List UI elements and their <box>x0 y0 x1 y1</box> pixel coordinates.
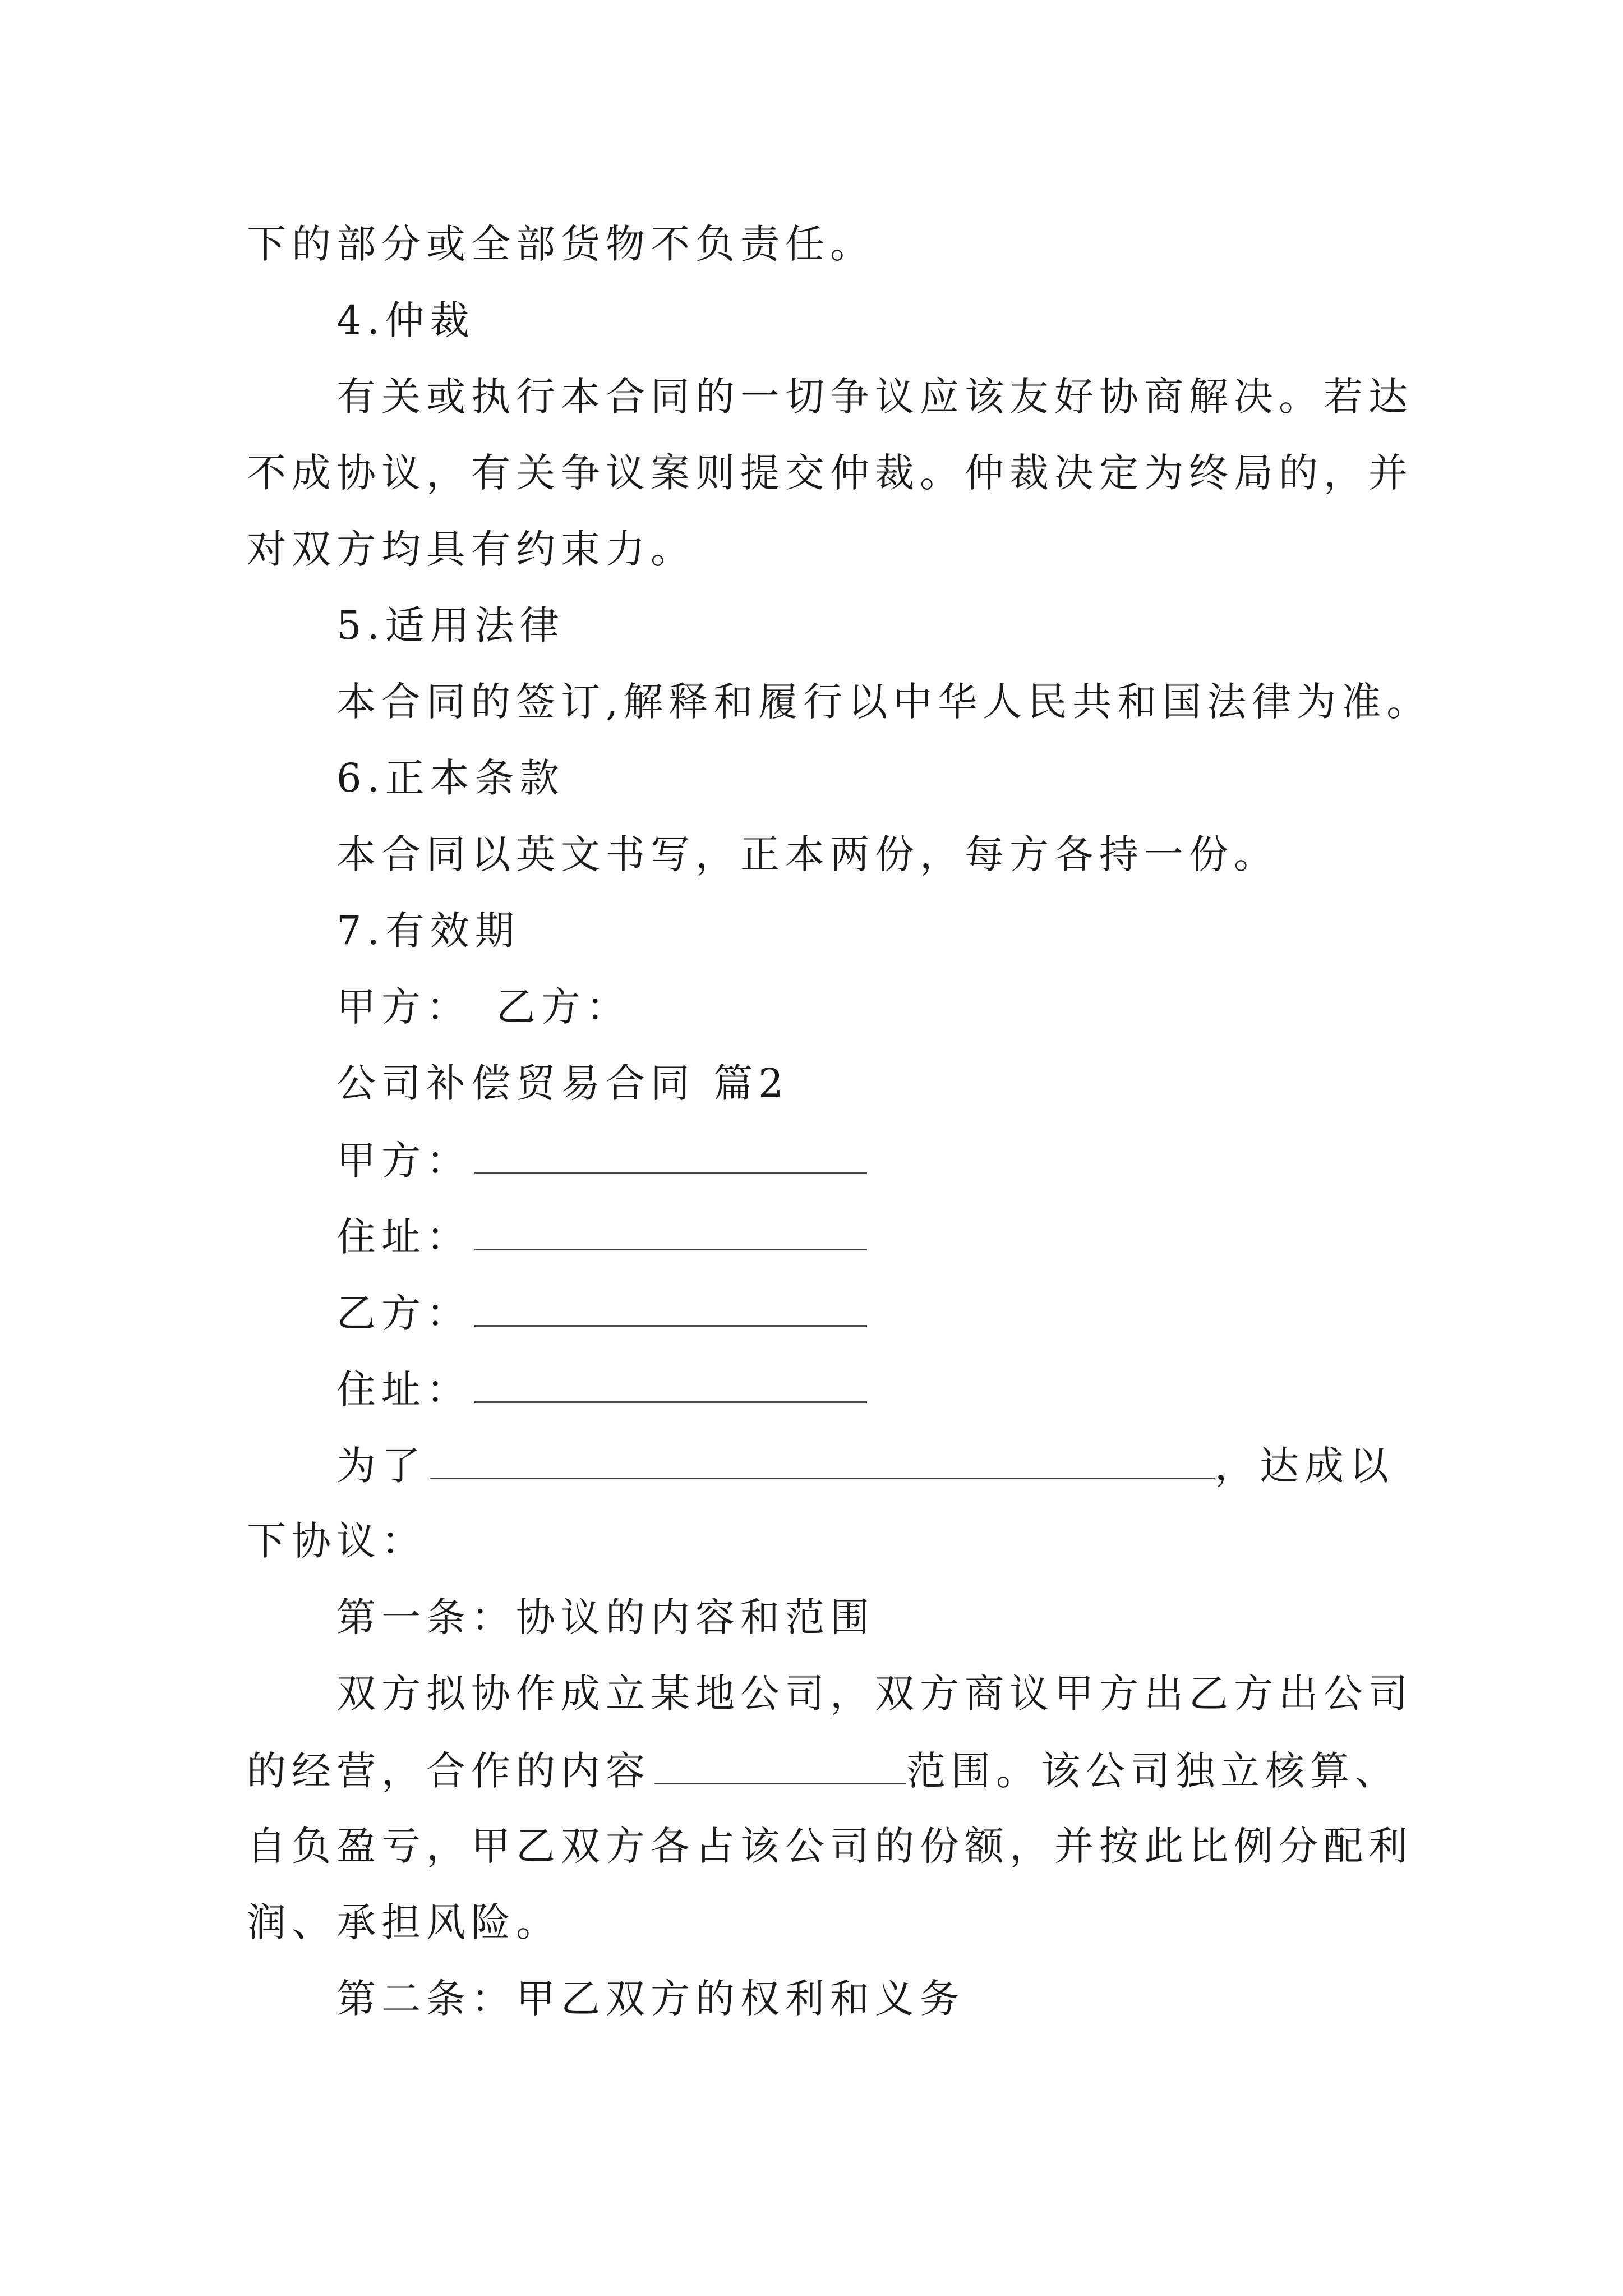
party-b-field <box>336 1290 867 1336</box>
cooperation-content-blank <box>654 1750 906 1784</box>
purpose-prefix: 为了 <box>336 1443 426 1489</box>
signature-parties-line: 甲方： 乙方： <box>336 984 631 1030</box>
address-a-field <box>336 1214 867 1260</box>
article-1-line-3: 自负盈亏，甲乙双方各占该公司的份额，并按此比例分配利 <box>247 1823 1413 1869</box>
article-1-title: 第一条：协议的内容和范围 <box>336 1594 875 1640</box>
purpose-suffix: ，达成以 <box>1215 1443 1394 1489</box>
address-b-label: 住址： <box>336 1366 471 1412</box>
section-heading-arbitration: 4.仲裁 <box>336 297 475 343</box>
address-a-blank <box>474 1216 867 1250</box>
address-b-blank <box>474 1369 867 1403</box>
article-1-line-4: 润、承担风险。 <box>247 1899 561 1945</box>
section-heading-validity: 7.有效期 <box>336 908 520 954</box>
purpose-continuation: 下协议： <box>247 1518 426 1564</box>
address-a-label: 住址： <box>336 1214 471 1260</box>
party-a-label: 甲方： <box>336 1138 471 1184</box>
address-b-field <box>336 1366 867 1412</box>
text-line-4: 不成协议，有关争议案则提交仲裁。仲裁决定为终局的，并 <box>247 450 1413 496</box>
text-line-1: 下的部分或全部货物不负责任。 <box>247 221 875 267</box>
party-a-blank <box>474 1140 867 1174</box>
contract-title-part-2: 公司补偿贸易合同 篇2 <box>336 1060 789 1106</box>
text-line-5: 对双方均具有约束力。 <box>247 526 695 572</box>
article-1-line-2-prefix: 的经营，合作的内容 <box>247 1748 651 1794</box>
article-1-line-2-suffix: 范围。该公司独立核算、 <box>906 1748 1400 1794</box>
section-heading-applicable-law: 5.适用法律 <box>336 602 565 648</box>
article-1-line-1: 双方拟协作成立某地公司，双方商议甲方出乙方出公司 <box>336 1671 1413 1717</box>
article-1-line-2 <box>247 1748 1400 1794</box>
party-b-blank <box>474 1292 867 1327</box>
purpose-line <box>336 1443 1394 1489</box>
section-heading-original-copies: 6.正本条款 <box>336 755 565 801</box>
text-line-3: 有关或执行本合同的一切争议应该友好协商解决。若达 <box>336 374 1413 420</box>
purpose-blank <box>430 1445 1215 1479</box>
party-b-label: 乙方： <box>336 1290 471 1336</box>
text-line-9: 本合同以英文书写，正本两份，每方各持一份。 <box>336 831 1279 877</box>
text-line-7: 本合同的签订,解释和履行以中华人民共和国法律为准。 <box>336 679 1432 725</box>
article-2-title: 第二条：甲乙双方的权利和义务 <box>336 1976 965 2022</box>
party-a-field <box>336 1138 867 1184</box>
